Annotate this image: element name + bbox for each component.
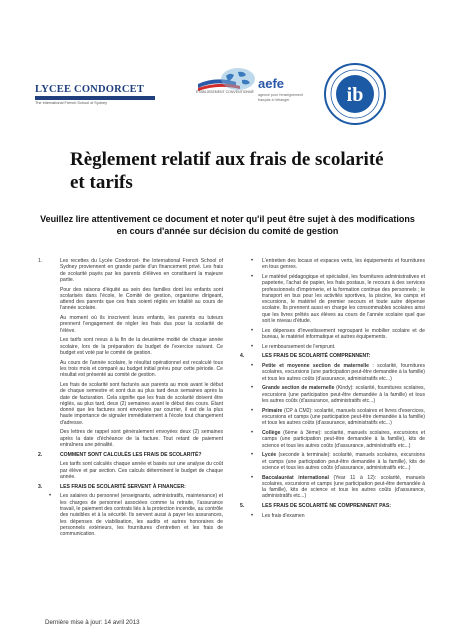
section-1 [38,258,223,283]
page-title: Règlement relatif aux frais de scolarité et tarifs [70,149,384,193]
list-item-text: (CP à CM2): scolarité, manuels scolaires et livres d'exercices, excursions et camps (une participation peut-être demandée à la famille) et tous les autres coûts (d'assurance, administratifs etc...) [262,407,425,427]
section-heading-text: LES FRAIS DE SCOLARITÉ COMPRENNENT: [262,353,371,360]
list-item-text: (6ème à 3ème): scolarité, manuels scolaires, excursions et camps (une participation peut-être demandée à la famille), kits de science et tous les autres coûts (d'assurance, administratifs etc...) [262,429,425,449]
bullet-icon: • [251,327,254,334]
list-item-text: Le matériel pédagogique et spécialisé, les fournitures administratives et papeterie, l'achat de papier, les frais postaux, le recours à des services professionnels d'imprimerie, et la formation continue des personnels ; le transport en bus pour les activités sportives, la piscine, les camps et excursions, le matériel de premier secours et toute autre dépense scolaire. Ils prennent aussi en charge les consommables scolaires ainsi que les livres prêtés aux élèves au cours de l'année scolaire quel que soit le niveau d'étude. [262,273,425,325]
list-item-text: Les frais d'examen [262,512,305,519]
list-item [247,274,425,324]
list-item [247,430,425,449]
list-item [247,385,425,404]
list-item-text: (Kindy): scolarité, fournitures scolaires, excursions (une participation peut-être demandée à la famille) et tous les autres coûts (d'assurance, administratifs etc...) [262,385,425,404]
list-item [247,363,425,382]
section-number: 4. [240,353,245,360]
paragraph: Au moment où ils inscrivent leurs enfants, les parents ou tuteurs prennent l'engagement de régler les frais dus pour la scolarité de l'élève. [60,315,223,334]
bullet-icon: • [251,512,254,519]
paragraph: Les tarifs sont revus à la fin de la deuxième moitié de chaque année scolaire, lors de la préparation du budget de l'exercice suivant. Ce budget est voté par le comité de gestion. [60,337,223,357]
list-item [247,475,425,500]
level-label: Collège [262,429,281,436]
list-item [247,344,425,350]
right-column [240,258,426,522]
logo-bar [0,56,453,136]
ib-world-school-logo-icon [323,62,387,126]
bullet-icon: • [251,474,254,481]
bullet-icon: • [251,343,254,350]
section-number: 1. [38,258,43,264]
level-label: Baccalauréat international [262,474,329,481]
bullet-icon: • [49,493,52,500]
list-item [247,258,425,271]
level-label: Primaire [262,407,283,414]
level-label: Petite et moyenne section de maternelle [262,363,369,370]
paragraph: Les recettes du Lycée Condorcet- the International French School of Sydney proviennent en grande partie d'un financement privé. Les frais de scolarité payés par les parents d'élèves en constituent la majeure partie. [60,258,223,283]
left-column [38,258,223,541]
list-item-text: Les salaires du personnel (enseignants, administratifs, maintenance) et les charges de personnel associées comme la retraite, l'assurance travail, le paiement des contrats liés à la protection incendie, au contrôle des nuisibles et à la sécurité. Ils servent aussi à payer les assurances, les dépenses de viabilisation, les audits et autres honoraires de personnels extérieurs, les fournitures d'entretien et les frais de communication. [60,493,223,538]
list-item-text: : scolarité, fournitures scolaires, excursions (une participation peut-être demandée à la famille) et tous les autres coûts (d'assurance, administratifs etc...) [262,363,425,382]
condorcet-tagline: The International French School of Sydney [35,101,107,105]
aefe-subtitle: agence pour l'enseignement français à l'étranger [258,93,304,102]
list-item [247,513,425,519]
level-label: Lycée [262,452,277,459]
section-heading-text: LES FRAIS DE SCOLARITÉ SERVENT À FINANCER: [60,483,186,490]
aefe-logo [196,56,306,120]
bullet-icon: • [251,273,254,280]
paragraph: Pour des raisons d'équité au sein des familles dont les enfants sont scolarisés dans l'école, le Comité de gestion, organisme dirigeant, attend des parents que ces frais soient réglés en totalité au cours de l'année scolaire. [60,286,223,312]
level-label: Grande section de maternelle [262,385,335,392]
logo-divider [35,96,155,100]
section-heading [240,503,425,510]
section-heading [38,483,223,490]
lycee-condorcet-logo [35,84,155,105]
section-heading-text: COMMENT SONT CALCULÉS LES FRAIS DE SCOLARITÉ? [60,451,202,458]
section-heading [38,451,223,458]
world-map-icon [220,66,256,92]
section-number: 2. [38,451,43,458]
list-item [247,328,425,341]
efe-text: ÉTABLISSEMENT CONVENTIONNÉ [196,90,254,94]
list-item [45,493,223,537]
list-item-text: L'entretien des locaux et espaces verts, les équipements et fournitures en tous genres. [262,258,425,271]
bullet-icon: • [251,407,254,414]
list-item [247,408,425,427]
list-item-text: Le remboursement de l'emprunt. [262,343,336,350]
list-item-text: (seconde à terminale): scolarité, manuels scolaires, excursions et camps (une participation peut-être demandée à la famille), kits de science et tous les autres coûts (d'assurance, administratifs etc...) [262,452,425,471]
paragraph: Les tarifs sont calculés chaque année et basés sur une analyse du coût par élève et par section. Ces calculs déterminent le budget de chaque année. [60,461,223,481]
bullet-icon: • [251,385,254,392]
condorcet-name: LYCEE CONDORCET [35,84,145,95]
paragraph: Des lettres de rappel sont généralement envoyées deux (2) semaines après la date d'échéance de la facture. Tout retard de paiement entraînera une pénalité. [60,429,223,449]
last-updated-footer: Dernière mise à jour: 14 avril 2013 [45,619,140,626]
bullet-icon: • [251,452,254,459]
paragraph: Les frais de scolarité sont facturés aux parents au mois avant le début de chaque semestre et sont dus au plus tard deux semaines après la date de facturation. Cela signifie que les frais de scolarité doivent être réglés, au plus tard, deux (2) semaines avant le début des cours. Étant donné que les factures sont envoyées par courrier, il est de la plus haute importance de signaler immédiatement à l'école tout changement d'adresse. [60,382,223,426]
section-number: 3. [38,483,43,490]
list-item-text: Les dépenses d'investissement regroupant le mobilier scolaire et de bureau, le matériel informatique et autres équipements. [262,327,425,341]
section-heading-text: LES FRAIS DE SCOLARITÉ NE COMPRENNENT PAS: [262,503,391,510]
bullet-icon: • [251,258,254,264]
paragraph: Au cours de l'année scolaire, le résultat opérationnel est recalculé tous les trois mois et comparé au budget initial prévu pour cette période. Ce résultat est présenté au comité de gestion. [60,359,223,379]
section-heading [240,353,425,360]
aefe-name: aefe [258,76,285,91]
list-item-text: (Year 11 à 12): scolarité, manuels scolaires, excursions et camps (une participation peut-être demandée à la famille), kits de science et tous les autres coûts (d'assurance, administratifs etc...) [262,474,426,500]
list-item [247,452,425,471]
bullet-icon: • [251,363,254,370]
page-subtitle: Veuillez lire attentivement ce document et noter qu'il peut être sujet à des modifications en cours d'année sur décision du comité de gestion [40,214,415,236]
section-number: 5. [240,503,245,510]
ib-name: ib [346,84,364,106]
bullet-icon: • [251,429,254,436]
